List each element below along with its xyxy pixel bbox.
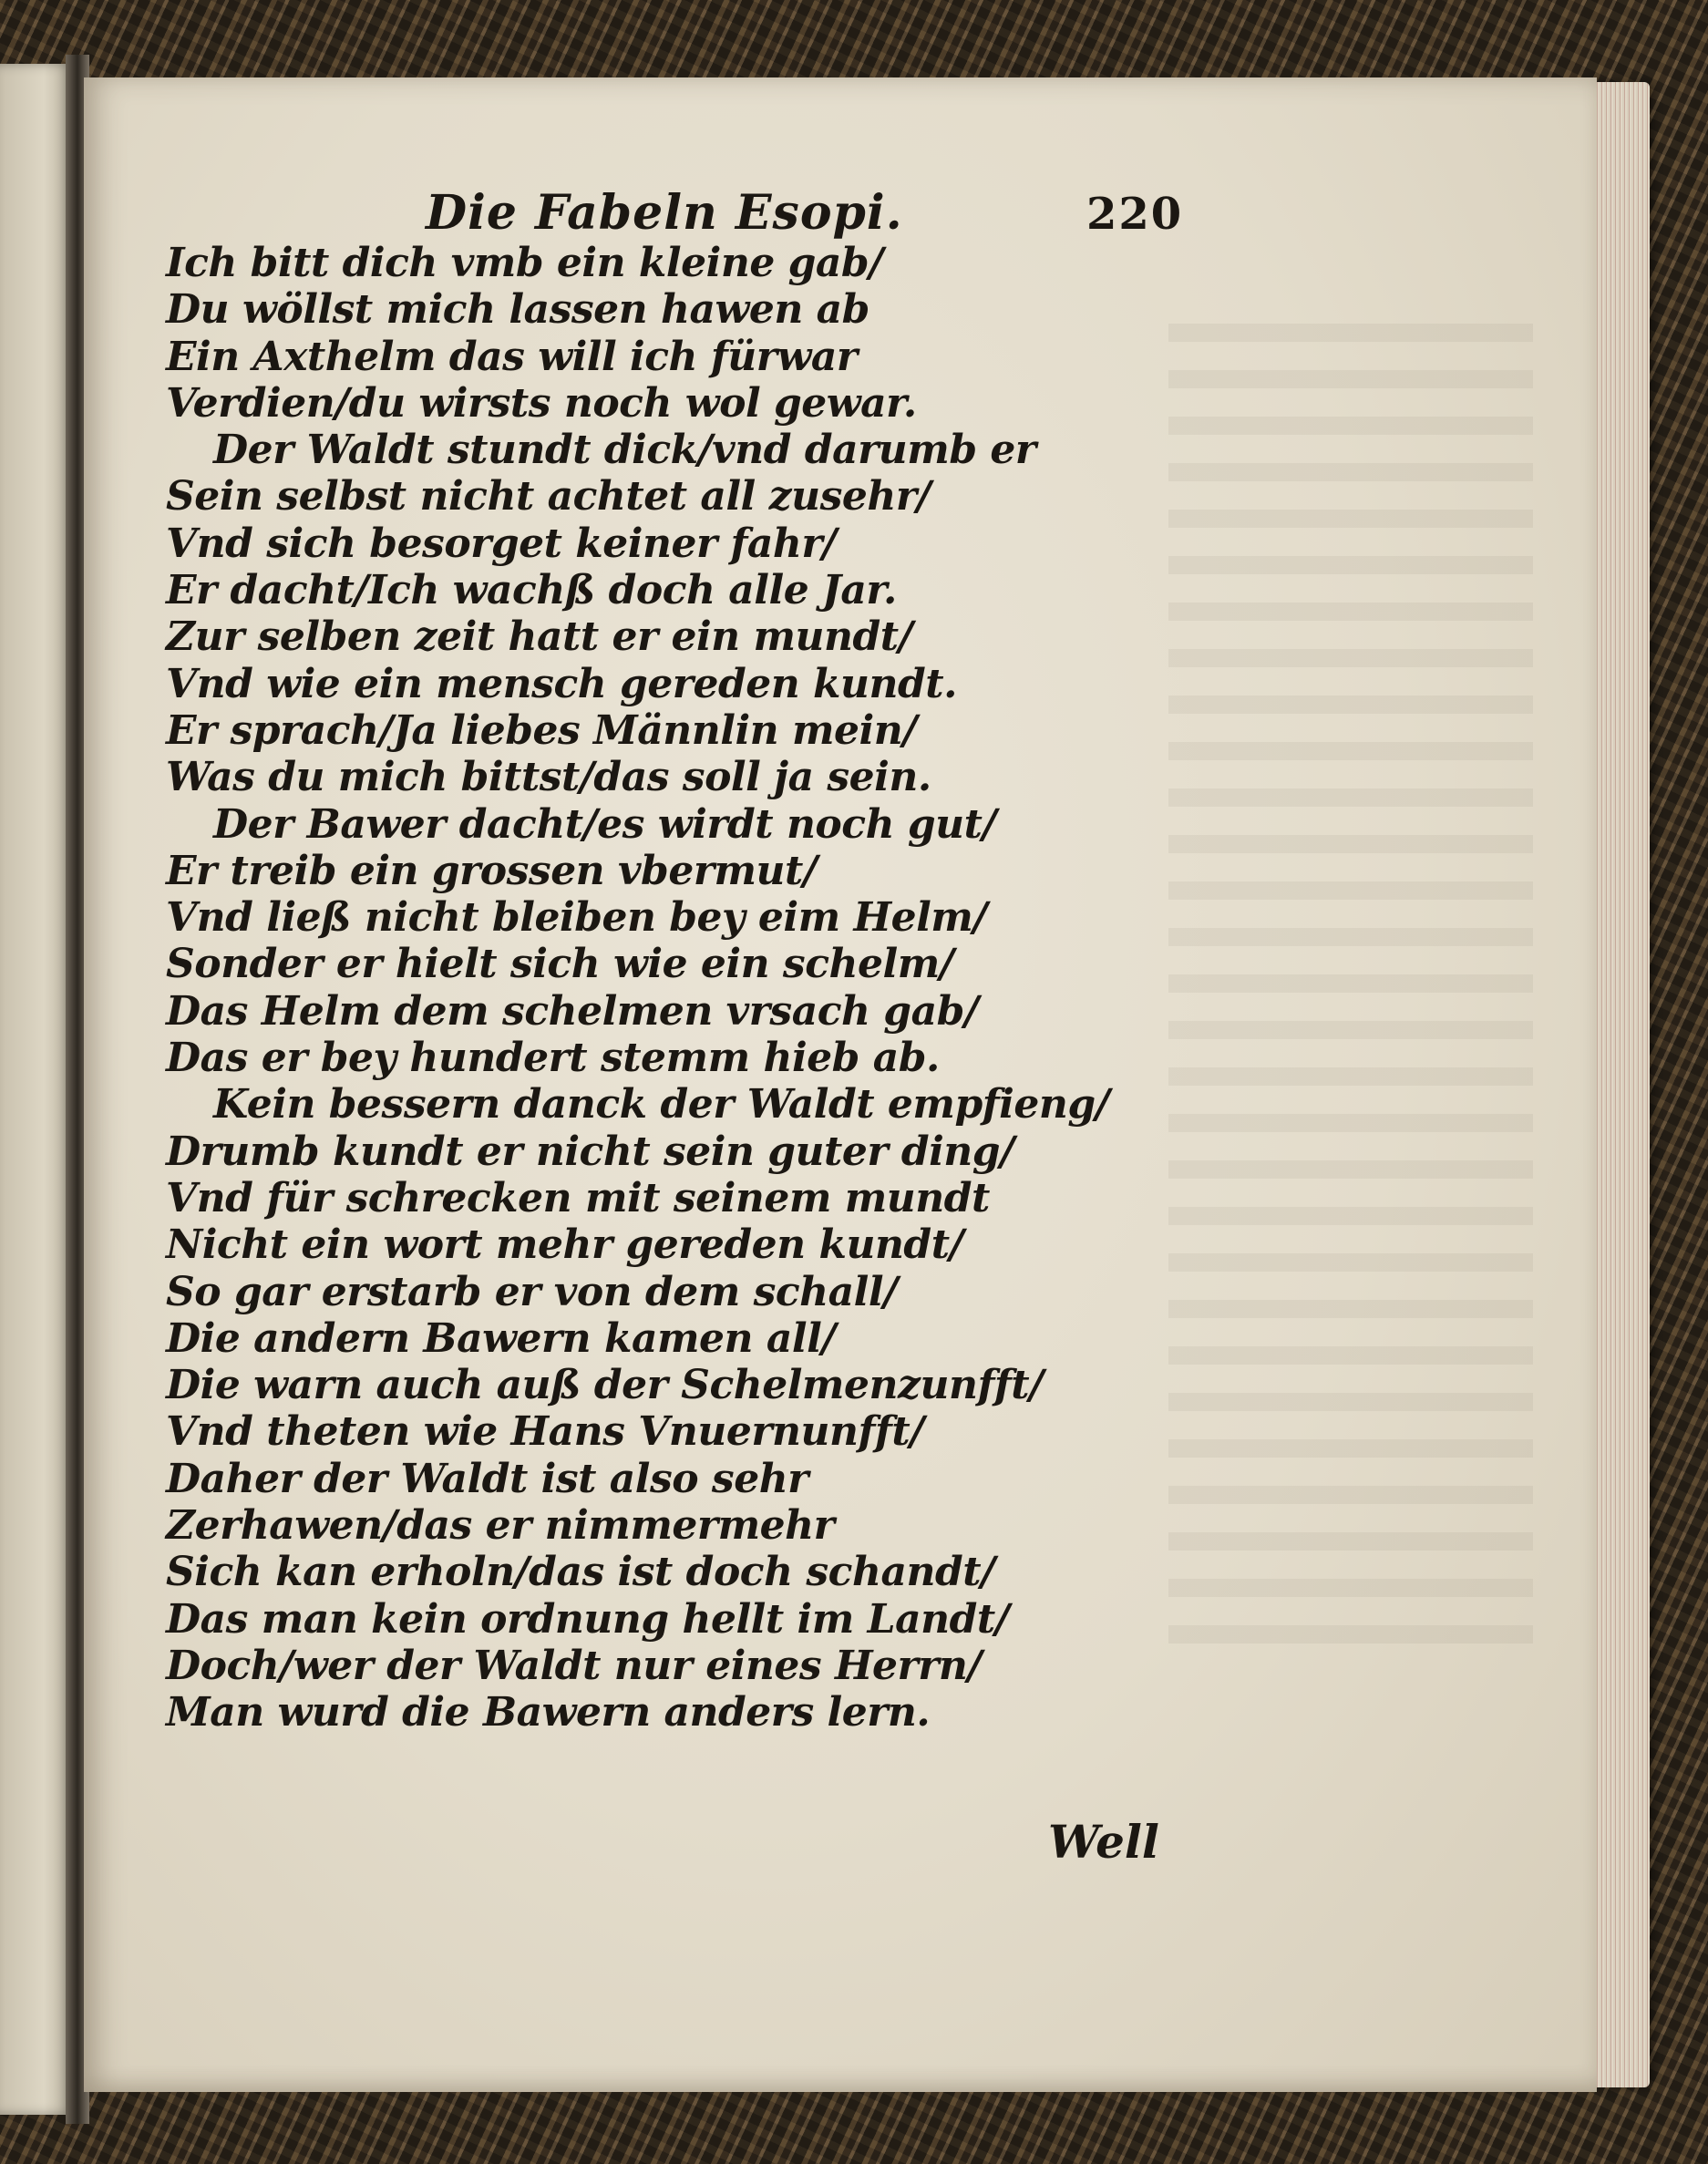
verse-line: Der Waldt stundt dick/vnd darumb er bbox=[213, 427, 1036, 474]
verse-line: Das man kein ordnung hellt im Landt/ bbox=[166, 1595, 1010, 1643]
verse-line: Die warn auch auß der Schelmenzunfft/ bbox=[166, 1362, 1044, 1409]
verse-line: Sonder er hielt sich wie ein schelm/ bbox=[166, 941, 954, 988]
verse-line: Was du mich bittst/das soll ja sein. bbox=[166, 754, 931, 801]
verse-line: Er dacht/Ich wachß doch alle Jar. bbox=[166, 567, 897, 614]
verse-line: Daher der Waldt ist also sehr bbox=[166, 1455, 808, 1502]
verse-line: Das Helm dem schelmen vrsach gab/ bbox=[166, 987, 979, 1035]
verse-line: Ein Axthelm das will ich fürwar bbox=[166, 333, 858, 380]
verse-line: Ich bitt dich vmb ein kleine gab/ bbox=[166, 240, 883, 286]
verse-line: Vnd theten wie Hans Vnuernunfft/ bbox=[166, 1408, 924, 1456]
verse-line: Sein selbst nicht achtet all zusehr/ bbox=[166, 473, 931, 520]
verse-line: Du wöllst mich lassen hawen ab bbox=[166, 286, 869, 334]
recto-page bbox=[84, 77, 1597, 2092]
verse-line: Die andern Bawern kamen all/ bbox=[166, 1314, 836, 1362]
verse-line: Sich kan erholn/das ist doch schandt/ bbox=[166, 1549, 995, 1596]
verse-line: Nicht ein wort mehr gereden kundt/ bbox=[166, 1221, 964, 1269]
verse-line: Doch/wer der Waldt nur eines Herrn/ bbox=[166, 1642, 982, 1689]
verse-line: Zerhawen/das er nimmermehr bbox=[166, 1502, 835, 1550]
verse-line: Er sprach/Ja liebes Männlin mein/ bbox=[166, 706, 917, 754]
verse-line: Er treib ein grossen vbermut/ bbox=[166, 847, 818, 894]
verse-line: Vnd wie ein mensch gereden kundt. bbox=[166, 660, 957, 707]
verse-line: Zur selben zeit hatt er ein mundt/ bbox=[166, 613, 913, 661]
verse-line: Das er bey hundert stemm hieb ab. bbox=[166, 1035, 940, 1082]
verse-line: Verdien/du wirsts noch wol gewar. bbox=[166, 379, 917, 427]
verse-line: Kein bessern danck der Waldt empfieng/ bbox=[213, 1081, 1110, 1128]
left-page-edge bbox=[0, 64, 73, 2115]
catchword: Well bbox=[1048, 1815, 1159, 1869]
verse-line: Der Bawer dacht/es wirdt noch gut/ bbox=[213, 800, 997, 848]
verse-line: Vnd für schrecken mit seinem mundt bbox=[166, 1174, 990, 1221]
verse-line: So gar erstarb er von dem schall/ bbox=[166, 1268, 898, 1315]
verse-line: Man wurd die Bawern anders lern. bbox=[166, 1689, 931, 1736]
running-title: Die Fabeln Esopi. bbox=[426, 185, 903, 241]
verse-line: Drumb kundt er nicht sein guter ding/ bbox=[166, 1128, 1014, 1175]
verse-lines bbox=[166, 240, 1109, 1736]
verse-line: Vnd sich besorget keiner fahr/ bbox=[166, 520, 837, 567]
page-number: 220 bbox=[1086, 189, 1184, 240]
verse-line: Vnd ließ nicht bleiben bey eim Helm/ bbox=[166, 894, 987, 942]
text-block bbox=[84, 77, 1597, 2092]
